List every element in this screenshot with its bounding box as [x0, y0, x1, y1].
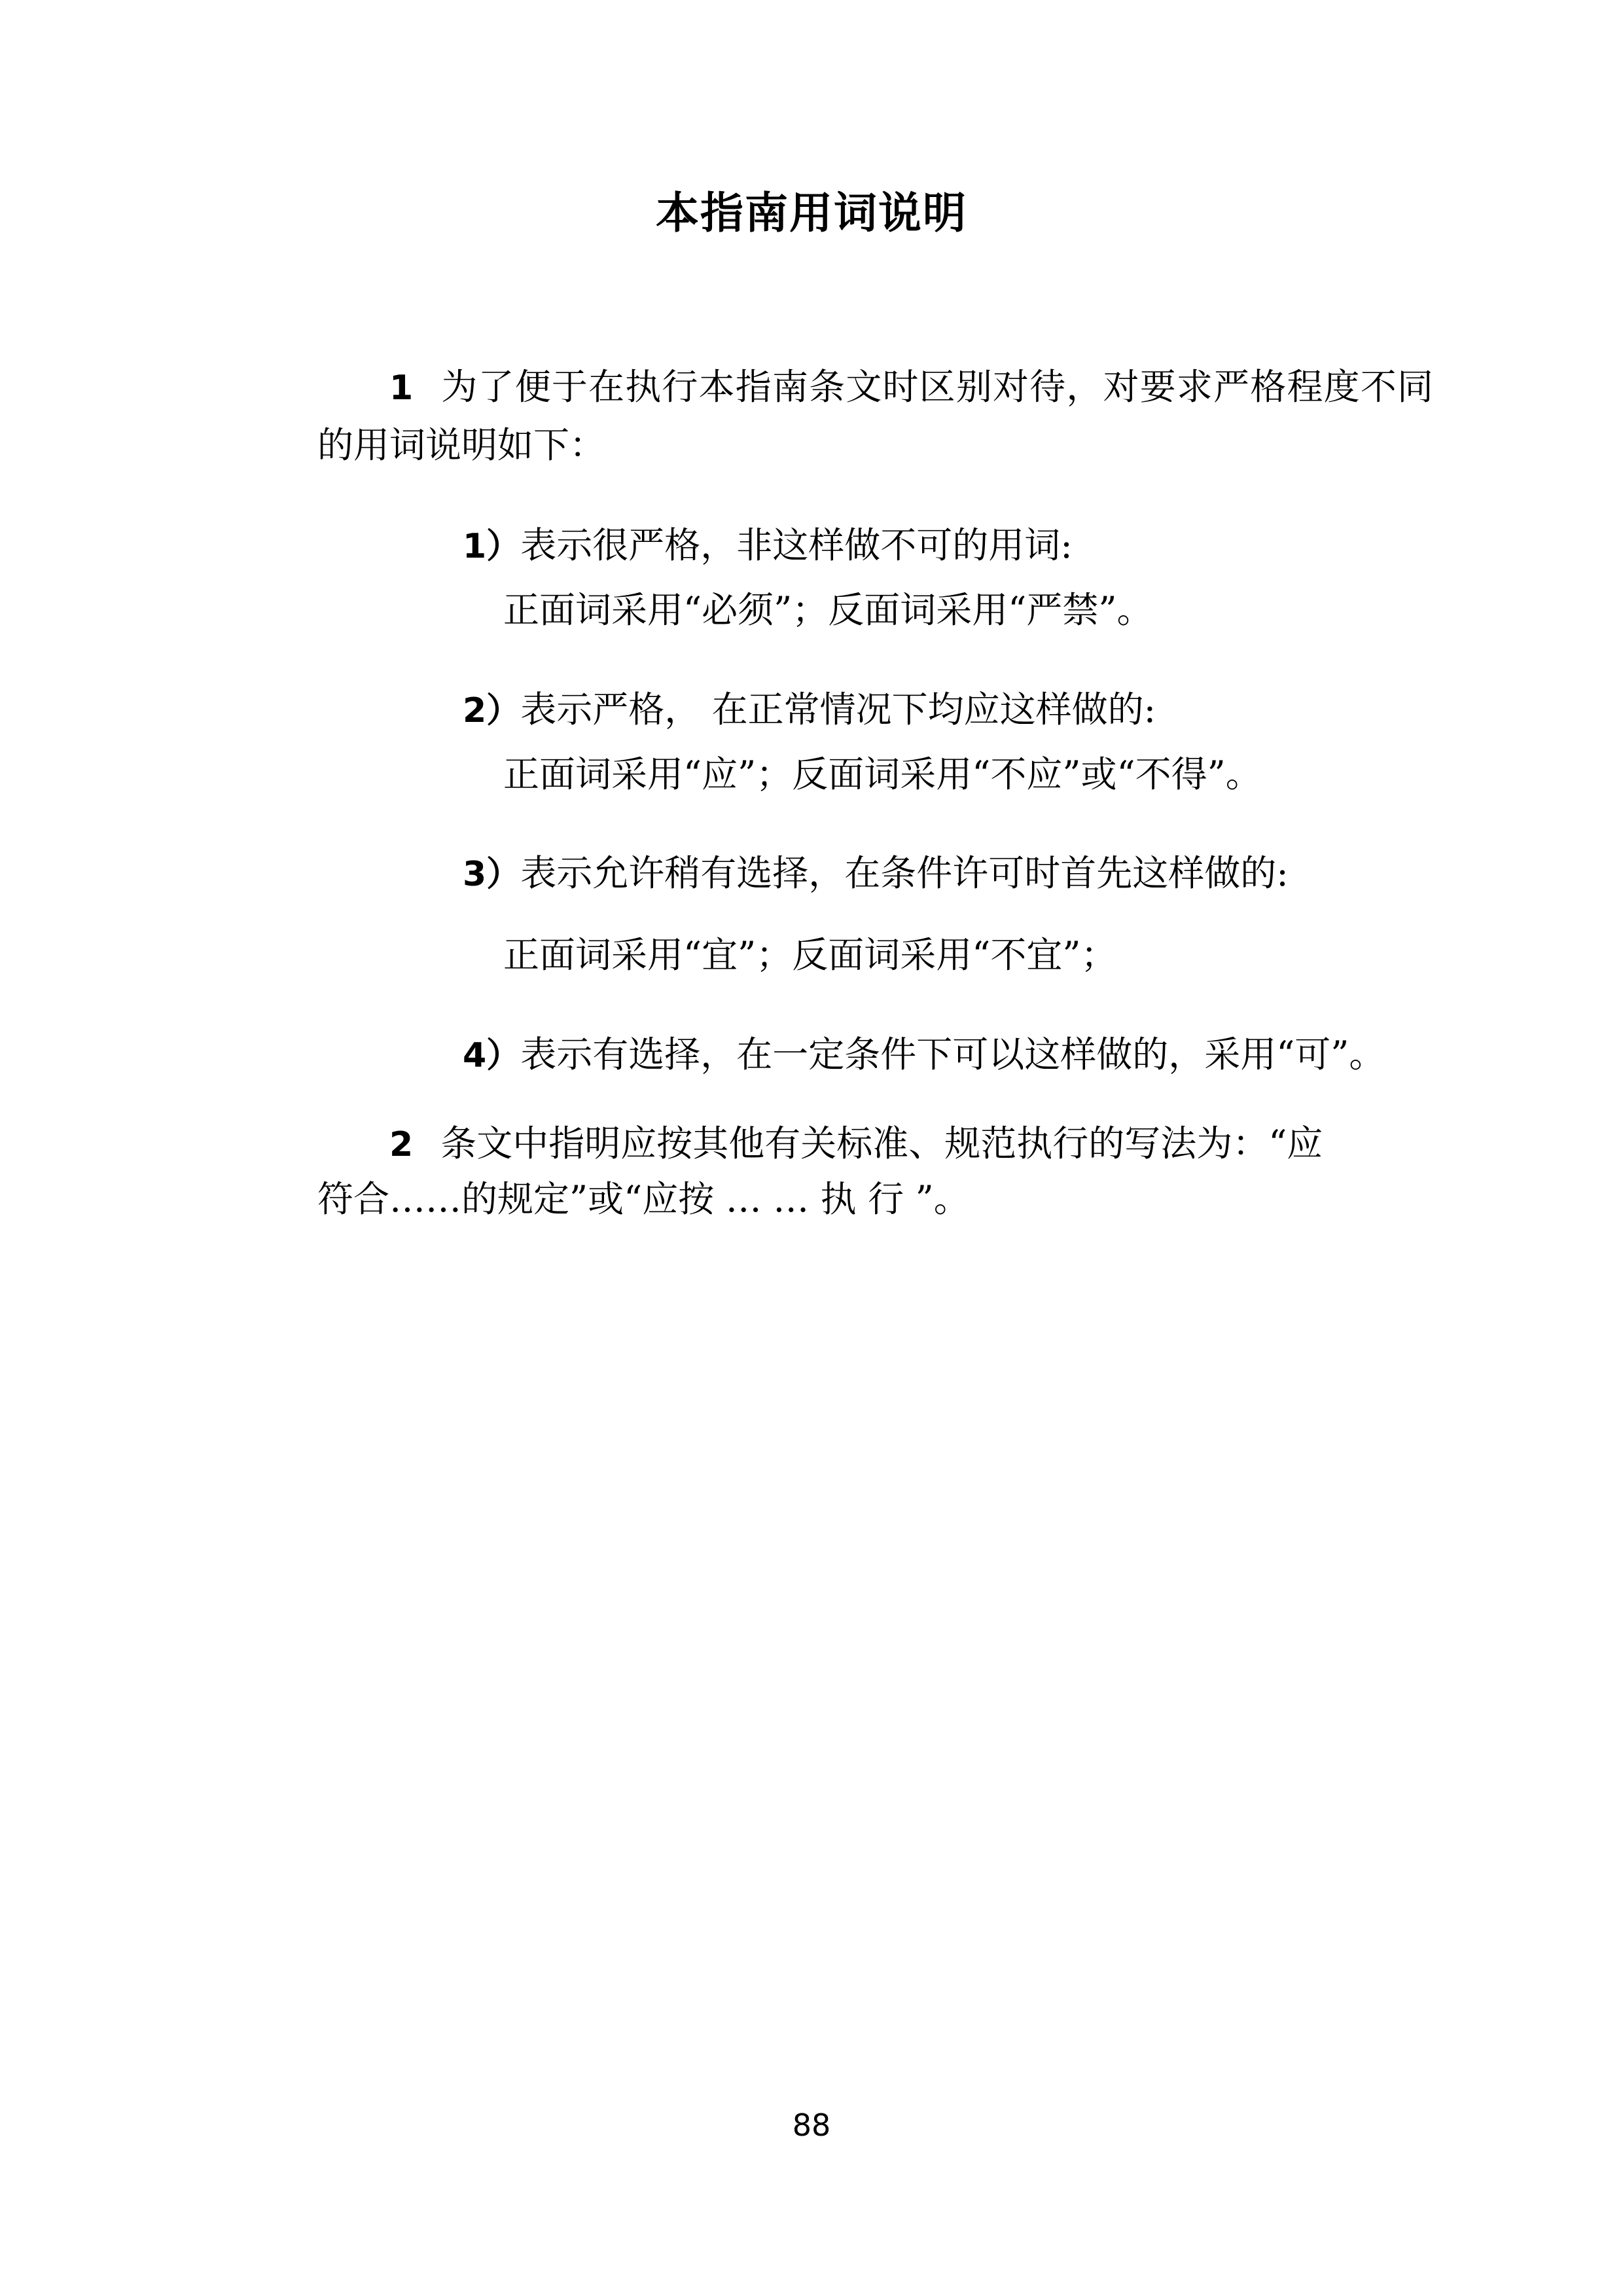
item-number-2: 2	[389, 1124, 414, 1164]
list-item-sub-line: 正面词采用“宜”；反面词采用“不宜”；	[503, 934, 1117, 977]
list-item-main-text: 表示严格， 在正常情况下均应这样做的:	[520, 688, 1156, 730]
list-item-main-line	[463, 682, 1433, 738]
list-item-label: 3）	[463, 855, 521, 895]
list-item-label: 2）	[463, 691, 521, 730]
list-item	[317, 1027, 1433, 1083]
item-2-text-line1: 条文中指明应按其他有关标准、规范执行的写法为：“应	[440, 1122, 1323, 1164]
list-item	[317, 518, 1433, 639]
list-item-main-text: 表示允许稍有选择，在条件许可时首先这样做的:	[520, 852, 1289, 895]
list-item-main-line	[463, 1027, 1433, 1083]
list-item-sub-line: 正面词采用“应”；反面词采用“不应”或“不得”。	[503, 753, 1262, 795]
list-item	[317, 682, 1433, 803]
paragraph-item-2	[317, 1118, 1433, 1170]
list-item-sub-line: 正面词采用“必须”；反面词采用“严禁”。	[503, 589, 1153, 632]
document-body	[190, 358, 1433, 1229]
list-item	[317, 846, 1433, 984]
list-item-label: 4）	[463, 1035, 521, 1075]
paragraph-item-1	[317, 358, 1433, 475]
list-item-main-text: 表示有选择，在一定条件下可以这样做的，采用“可”。	[520, 1033, 1385, 1075]
item-number-1: 1	[389, 368, 414, 408]
list-item-main-text: 表示很严格，非这样做不可的用词:	[520, 524, 1073, 567]
item-1-text: 为了便于在执行本指南条文时区别对待，对要求严格程度不同的用词说明如下：	[317, 366, 1433, 467]
page-title: 本指南用词说明	[656, 188, 967, 238]
page-number: 88	[792, 2108, 831, 2143]
list-item-label: 1）	[463, 527, 521, 567]
paragraph-item-2-cont: 符合……的规定”或“应按 … … 执 行 ”。	[317, 1177, 970, 1220]
list-item-main-line	[463, 518, 1433, 573]
list-item-main-line	[463, 846, 1433, 901]
